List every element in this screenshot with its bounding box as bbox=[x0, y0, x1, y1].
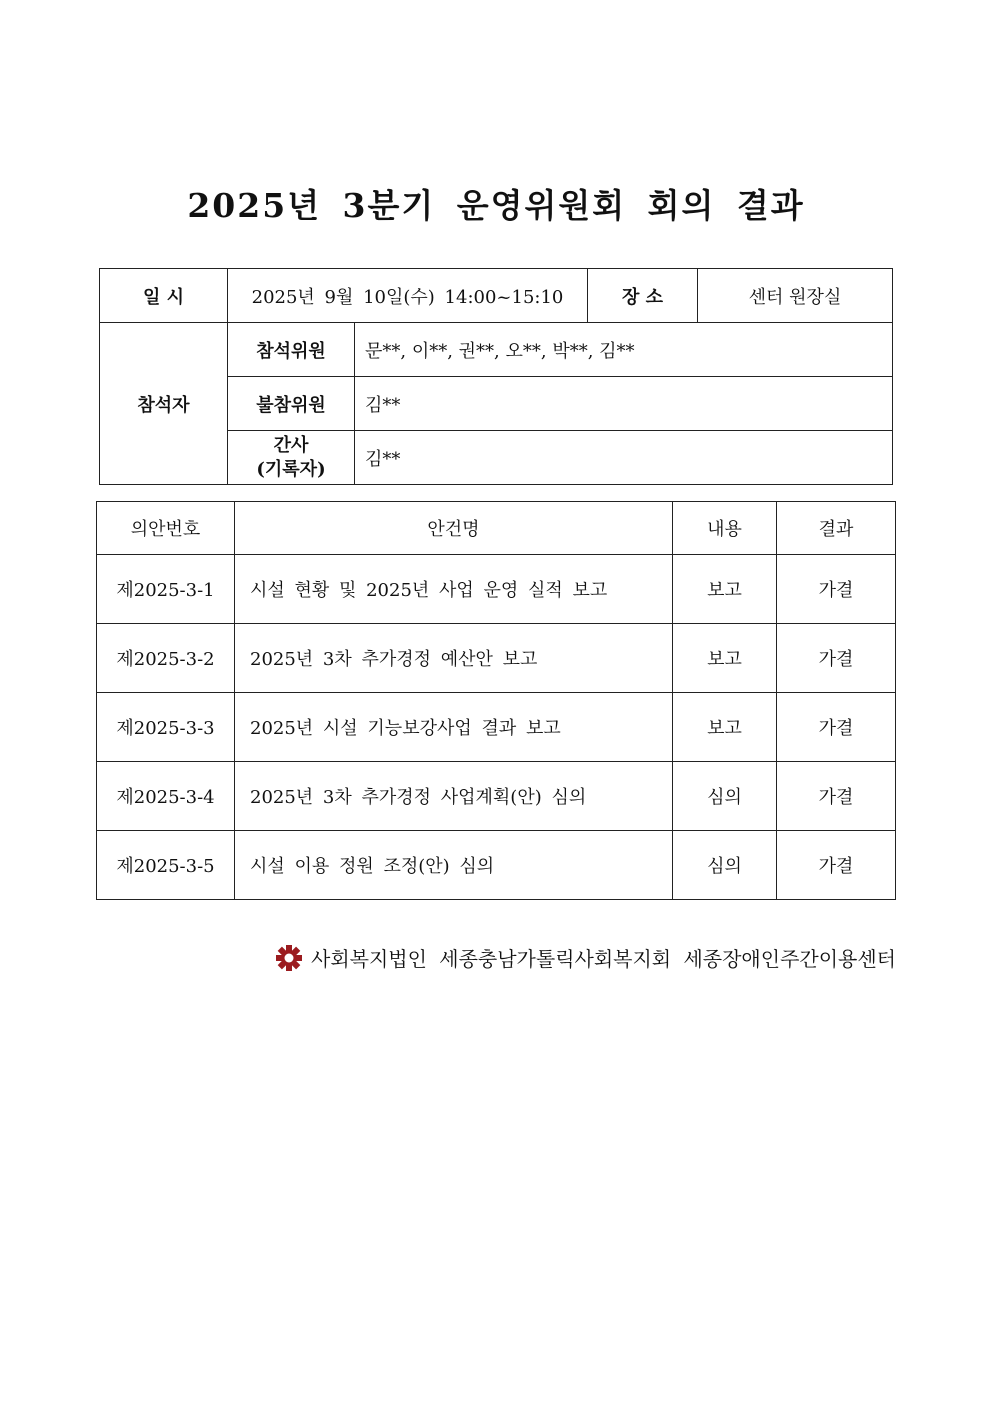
caritas-cross-icon bbox=[275, 944, 303, 972]
agenda-result: 가결 bbox=[777, 555, 896, 624]
secretary-label bbox=[228, 431, 355, 485]
footer-organization bbox=[275, 943, 896, 972]
absent-members-label: 불참위원 bbox=[228, 377, 355, 431]
agenda-title: 2025년 3차 추가경정 사업계획(안) 심의 bbox=[235, 762, 673, 831]
header-content-type: 내용 bbox=[673, 502, 777, 555]
datetime-value: 2025년 9월 10일(수) 14:00~15:10 bbox=[228, 269, 588, 323]
agenda-result: 가결 bbox=[777, 762, 896, 831]
agenda-type: 보고 bbox=[673, 555, 777, 624]
agenda-no: 제2025-3-4 bbox=[97, 762, 235, 831]
header-agenda-title: 안건명 bbox=[235, 502, 673, 555]
datetime-label: 일 시 bbox=[100, 269, 228, 323]
agenda-type: 보고 bbox=[673, 693, 777, 762]
meeting-info-table bbox=[99, 268, 893, 485]
agenda-table bbox=[96, 501, 896, 900]
agenda-title: 2025년 시설 기능보강사업 결과 보고 bbox=[235, 693, 673, 762]
agenda-type: 보고 bbox=[673, 624, 777, 693]
absent-members-value: 김** bbox=[355, 377, 893, 431]
agenda-title: 2025년 3차 추가경정 예산안 보고 bbox=[235, 624, 673, 693]
table-row bbox=[97, 624, 896, 693]
place-value: 센터 원장실 bbox=[698, 269, 893, 323]
agenda-no: 제2025-3-5 bbox=[97, 831, 235, 900]
agenda-result: 가결 bbox=[777, 693, 896, 762]
secretary-value: 김** bbox=[355, 431, 893, 485]
table-row bbox=[97, 693, 896, 762]
secretary-label-line2: (기록자) bbox=[256, 458, 326, 480]
agenda-title: 시설 현황 및 2025년 사업 운영 실적 보고 bbox=[235, 555, 673, 624]
present-members-label: 참석위원 bbox=[228, 323, 355, 377]
table-row bbox=[97, 831, 896, 900]
present-members-value: 문**, 이**, 권**, 오**, 박**, 김** bbox=[355, 323, 893, 377]
secretary-label-line1: 간사 bbox=[273, 434, 309, 456]
header-agenda-no: 의안번호 bbox=[97, 502, 235, 555]
agenda-no: 제2025-3-1 bbox=[97, 555, 235, 624]
table-row bbox=[97, 555, 896, 624]
agenda-type: 심의 bbox=[673, 831, 777, 900]
agenda-type: 심의 bbox=[673, 762, 777, 831]
attendees-label: 참석자 bbox=[100, 323, 228, 485]
agenda-no: 제2025-3-3 bbox=[97, 693, 235, 762]
agenda-no: 제2025-3-2 bbox=[97, 624, 235, 693]
agenda-result: 가결 bbox=[777, 831, 896, 900]
header-result: 결과 bbox=[777, 502, 896, 555]
document-title: 2025년 3분기 운영위원회 회의 결과 bbox=[187, 186, 805, 225]
agenda-title: 시설 이용 정원 조정(안) 심의 bbox=[235, 831, 673, 900]
organization-name: 사회복지법인 세종충남가톨릭사회복지회 세종장애인주간이용센터 bbox=[311, 947, 896, 971]
agenda-result: 가결 bbox=[777, 624, 896, 693]
table-row bbox=[97, 762, 896, 831]
place-label: 장 소 bbox=[588, 269, 698, 323]
